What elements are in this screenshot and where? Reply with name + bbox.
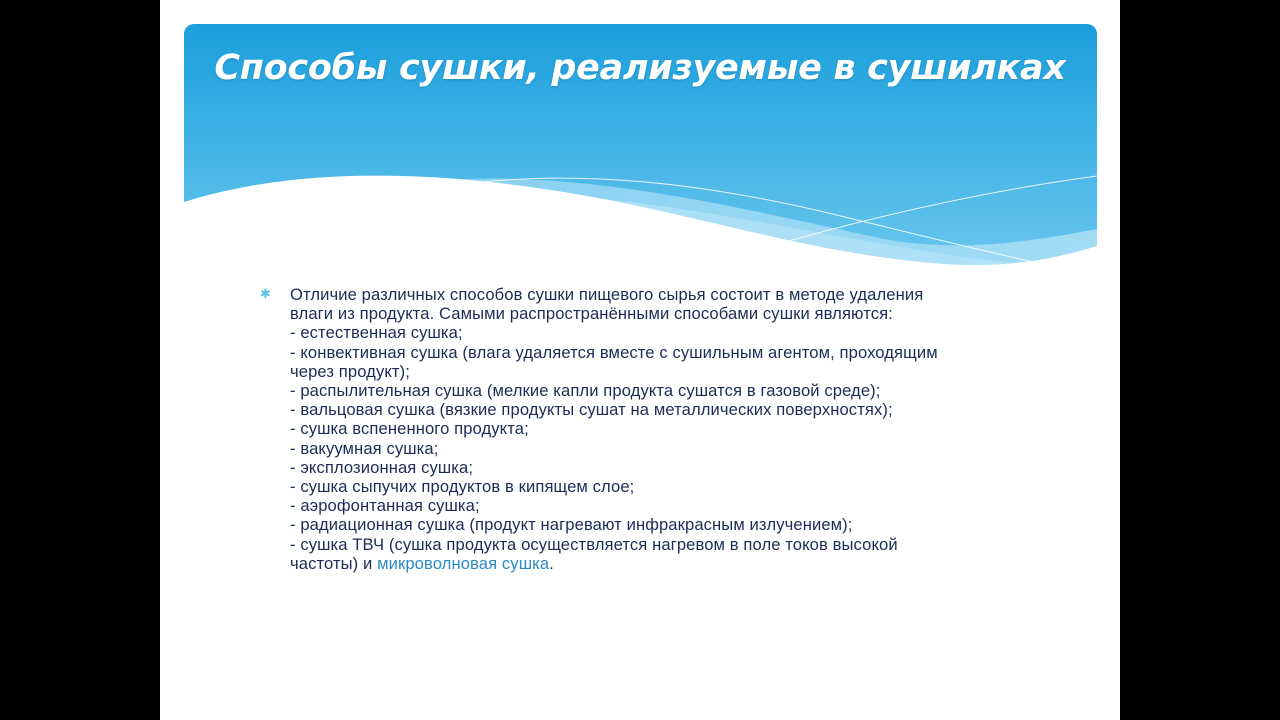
list-item: - распылительная сушка (мелкие капли продукта сушатся в газовой среде); [290, 381, 881, 401]
list-item: - эксплозионная сушка; [290, 457, 474, 477]
body-paragraph [290, 285, 1030, 573]
slide [160, 0, 1120, 720]
list-item: - сушка вспененного продукта; [290, 419, 529, 439]
list-item-continuation [290, 554, 1030, 573]
body-line: влаги из продукта. Самыми распространёнными способами сушки являются: [290, 304, 893, 324]
list-item: - вальцовая сушка (вязкие продукты сушат на металлических поверхностях); [290, 400, 893, 420]
list-item: - естественная сушка; [290, 323, 463, 343]
slide-title: Способы сушки, реализуемые в сушилках [214, 48, 1066, 88]
list-item: - сушка сыпучих продуктов в кипящем слое; [290, 477, 635, 497]
list-item: - сушка ТВЧ (сушка продукта осуществляется нагревом в поле токов высокой [290, 534, 898, 554]
body-line: Отличие различных способов сушки пищевого сырья состоит в методе удаления [290, 285, 924, 304]
list-item: - конвективная сушка (влага удаляется вместе с сушильным агентом, проходящим [290, 342, 938, 362]
list-item: - вакуумная сушка; [290, 438, 439, 458]
list-item-continuation: через продукт); [290, 361, 410, 381]
bullet-star-icon: ✱ [260, 287, 271, 302]
list-item: - аэрофонтанная сушка; [290, 496, 480, 516]
last-line-prefix: частоты) и [290, 553, 378, 573]
microwave-drying-link[interactable]: микроволновая сушка [377, 553, 550, 573]
last-line-suffix: . [549, 553, 554, 573]
list-item: - радиационная сушка (продукт нагревают инфракрасным излучением); [290, 515, 853, 535]
